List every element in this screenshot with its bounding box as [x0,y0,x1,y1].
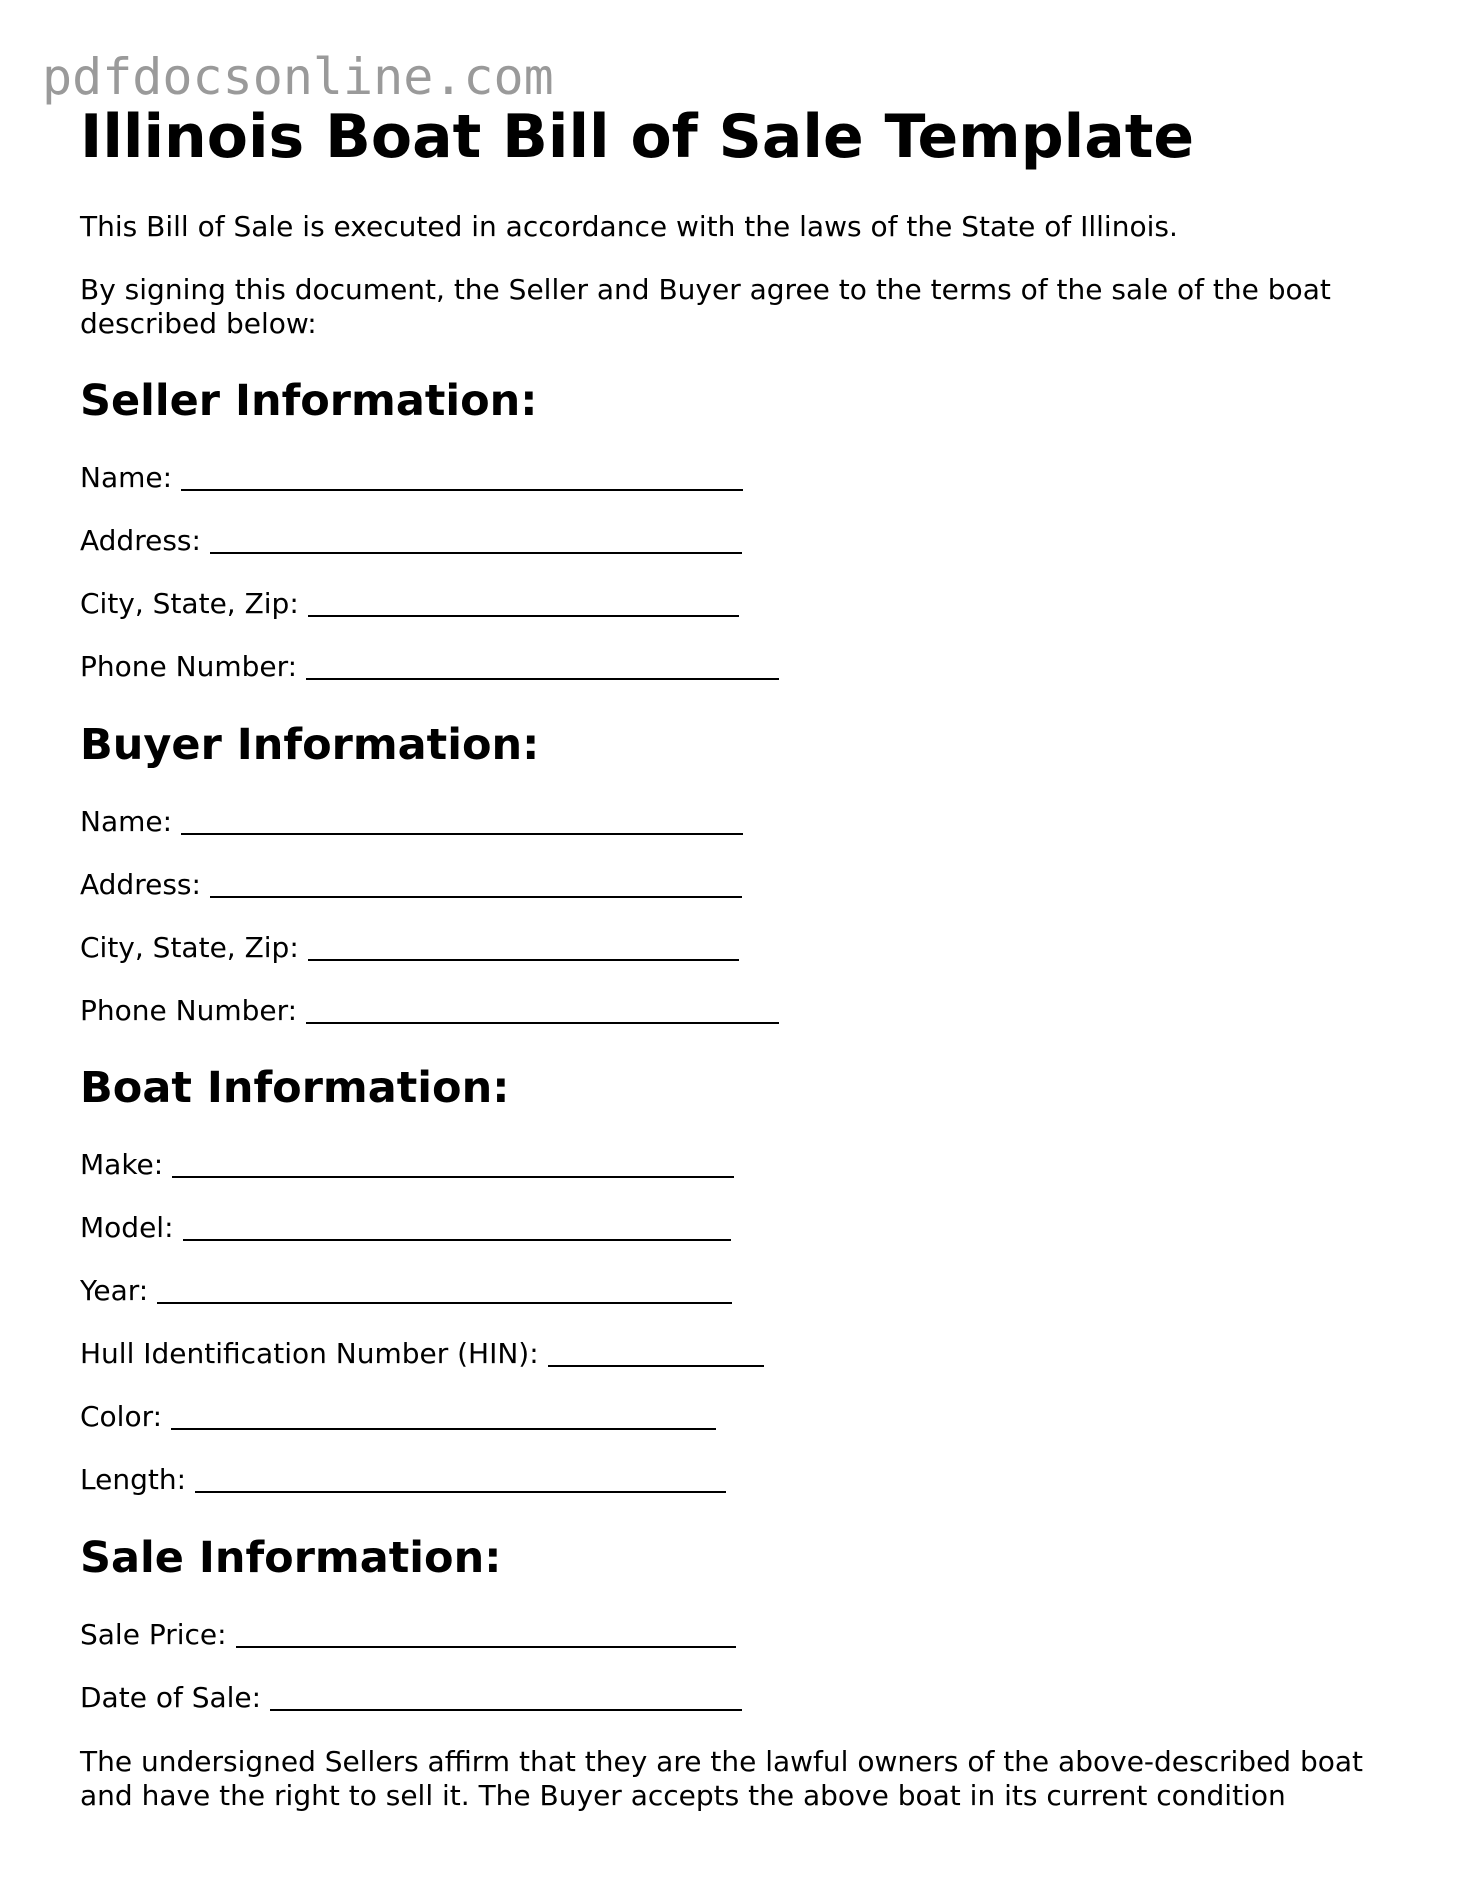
sale-price-field [80,1618,736,1652]
buyer-city-state-zip-input[interactable] [308,933,739,961]
buyer-address-label: Address: [80,868,201,901]
boat-length-field [80,1463,726,1497]
seller-name-label: Name: [80,461,173,494]
boat-year-label: Year: [80,1274,149,1307]
sale-section-heading: Sale Information: [80,1533,502,1583]
boat-color-label: Color: [80,1400,163,1433]
buyer-address-field [80,868,742,902]
boat-make-label: Make: [80,1148,164,1181]
boat-hin-field [80,1337,764,1371]
boat-color-field [80,1400,716,1434]
seller-phone-field [80,650,779,684]
boat-year-field [80,1274,732,1308]
intro-paragraph-1: This Bill of Sale is executed in accordance with the laws of the State of Illinois. [80,210,1178,243]
seller-phone-label: Phone Number: [80,650,298,683]
seller-city-state-zip-label: City, State, Zip: [80,587,299,620]
buyer-name-label: Name: [80,805,173,838]
buyer-city-state-zip-label: City, State, Zip: [80,931,299,964]
sale-price-label: Sale Price: [80,1618,227,1651]
boat-model-input[interactable] [183,1213,731,1241]
seller-address-field [80,524,742,558]
boat-section-heading: Boat Information: [80,1063,510,1113]
page-title: Illinois Boat Bill of Sale Template [80,102,1195,172]
buyer-name-field [80,805,743,839]
boat-hin-label: Hull Identification Number (HIN): [80,1337,539,1370]
boat-model-label: Model: [80,1211,174,1244]
boat-model-field [80,1211,731,1245]
boat-color-input[interactable] [171,1402,716,1430]
buyer-name-input[interactable] [181,807,743,835]
buyer-address-input[interactable] [210,870,742,898]
buyer-section-heading: Buyer Information: [80,720,540,770]
boat-make-field [80,1148,734,1182]
boat-length-label: Length: [80,1463,187,1496]
buyer-phone-field [80,994,779,1028]
sale-date-label: Date of Sale: [80,1681,262,1714]
seller-name-input[interactable] [181,463,743,491]
sale-date-input[interactable] [270,1683,742,1711]
seller-city-state-zip-input[interactable] [308,589,739,617]
seller-city-state-zip-field [80,587,739,621]
seller-name-field [80,461,743,495]
buyer-city-state-zip-field [80,931,739,965]
seller-address-input[interactable] [210,526,742,554]
sale-price-input[interactable] [236,1620,736,1648]
seller-phone-input[interactable] [306,652,779,680]
boat-length-input[interactable] [195,1465,726,1493]
boat-make-input[interactable] [172,1150,734,1178]
watermark: pdfdocsonline.com [42,48,554,106]
seller-section-heading: Seller Information: [80,376,538,426]
intro-paragraph-2: By signing this document, the Seller and Buyer agree to the terms of the sale of the boat described below: [80,273,1331,340]
buyer-phone-label: Phone Number: [80,994,298,1027]
seller-address-label: Address: [80,524,201,557]
boat-hin-input[interactable] [548,1339,764,1367]
closing-paragraph: The undersigned Sellers affirm that they are the lawful owners of the above-described boat and have the right to sell it. The Buyer accepts the above boat in its current condition [80,1745,1364,1812]
sale-date-field [80,1681,742,1715]
buyer-phone-input[interactable] [306,996,779,1024]
boat-year-input[interactable] [157,1276,732,1304]
